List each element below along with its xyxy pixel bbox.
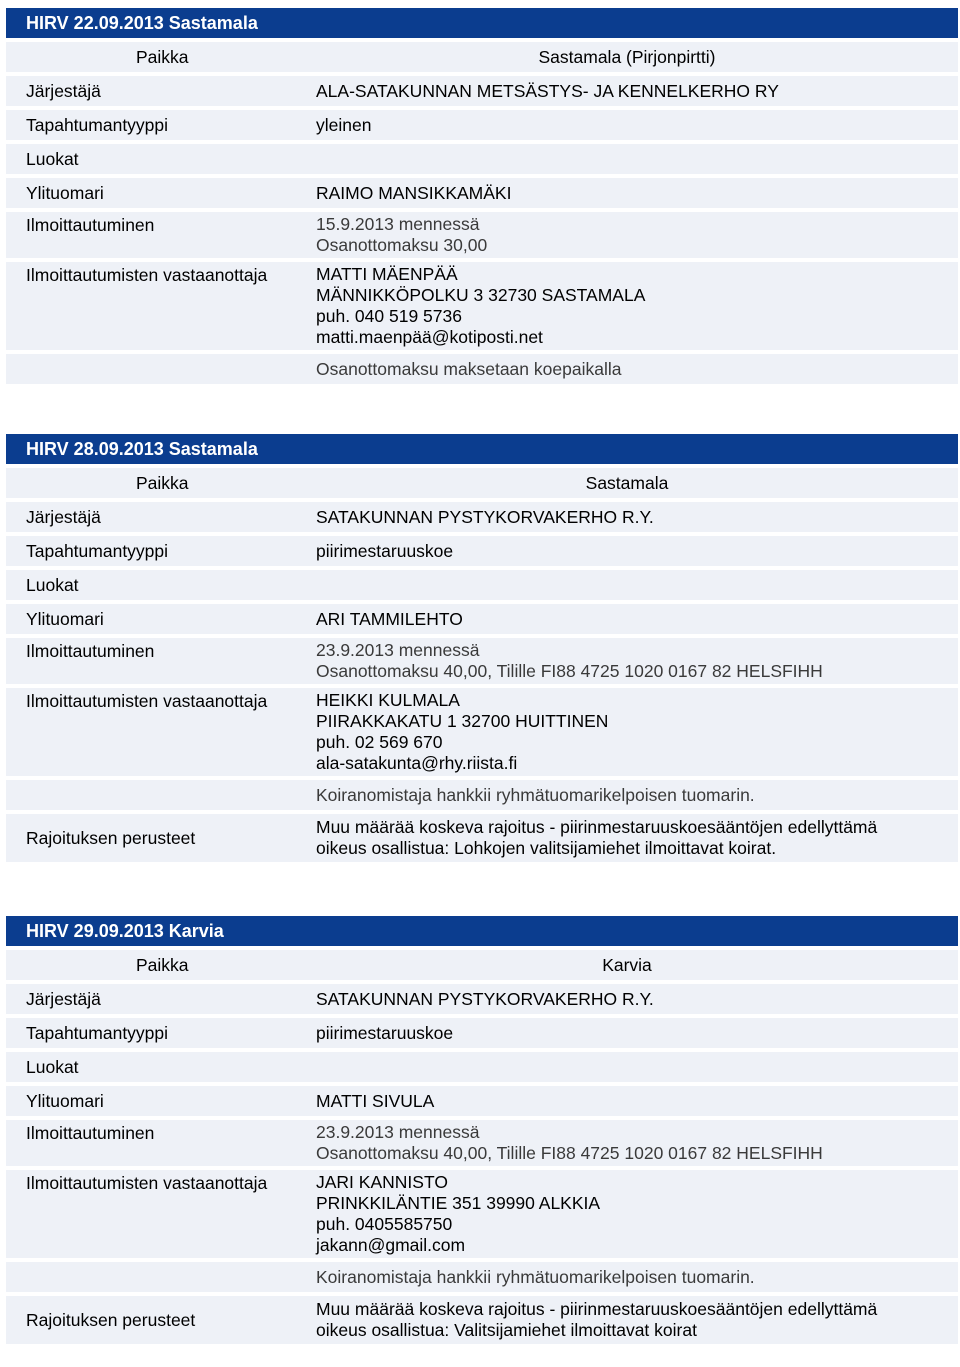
- value-note: Osanottomaksu maksetaan koepaikalla: [316, 358, 622, 379]
- value-luokat: [296, 570, 958, 600]
- contact-email[interactable]: matti.maenpää@kotiposti.net: [316, 327, 543, 347]
- contact-name: JARI KANNISTO: [316, 1172, 448, 1192]
- contact-phone: puh. 0405585750: [316, 1214, 453, 1234]
- value-paikka: Karvia: [602, 954, 652, 975]
- restriction-line-1: Muu määrää koskeva rajoitus - piirinmestaruuskoesääntöjen edellyttämä: [316, 1299, 878, 1319]
- fee: Osanottomaksu 40,00, Tilille FI88 4725 1020 0167 82 HELSFIHH: [316, 661, 823, 681]
- contact-address: PRINKKILÄNTIE 351 39990 ALKKIA: [316, 1193, 601, 1213]
- value-tyyppi: yleinen: [316, 114, 372, 135]
- label-luokat: Luokat: [26, 148, 79, 169]
- label-paikka: Paikka: [136, 954, 189, 975]
- value-ilmoittautuminen: [296, 1120, 958, 1166]
- value-note: Koiranomistaja hankkii ryhmätuomarikelpoisen tuomarin.: [316, 784, 755, 805]
- label-ylituomari: Ylituomari: [26, 182, 104, 203]
- contact-name: MATTI MÄENPÄÄ: [316, 264, 458, 284]
- label-jarjestaja: Järjestäjä: [26, 506, 101, 527]
- contact-address: MÄNNIKKÖPOLKU 3 32730 SASTAMALA: [316, 285, 646, 305]
- event-section-2: [6, 434, 958, 862]
- event-title: HIRV 22.09.2013 Sastamala: [6, 8, 958, 38]
- value-ylituomari: ARI TAMMILEHTO: [316, 608, 463, 629]
- value-ilmoittautuminen: [296, 638, 958, 684]
- fee: Osanottomaksu 40,00, Tilille FI88 4725 1020 0167 82 HELSFIHH: [316, 1143, 823, 1163]
- label-empty: [6, 1262, 296, 1292]
- value-vastaanottaja: [296, 1170, 958, 1258]
- label-paikka: Paikka: [136, 46, 189, 67]
- label-ilmoittautuminen: Ilmoittautuminen: [26, 1123, 155, 1143]
- value-note: Koiranomistaja hankkii ryhmätuomarikelpoisen tuomarin.: [316, 1266, 755, 1287]
- value-paikka: Sastamala (Pirjonpirtti): [538, 46, 716, 67]
- label-vastaanottaja: Ilmoittautumisten vastaanottaja: [26, 265, 268, 285]
- value-jarjestaja: SATAKUNNAN PYSTYKORVAKERHO R.Y.: [316, 506, 654, 527]
- value-ylituomari: RAIMO MANSIKKAMÄKI: [316, 182, 512, 203]
- restriction-line-1: Muu määrää koskeva rajoitus - piirinmestaruuskoesääntöjen edellyttämä: [316, 817, 878, 837]
- restriction-line-2: oikeus osallistua: Valitsijamiehet ilmoittavat koirat: [316, 1320, 697, 1340]
- label-vastaanottaja: Ilmoittautumisten vastaanottaja: [26, 691, 268, 711]
- label-jarjestaja: Järjestäjä: [26, 80, 101, 101]
- value-tyyppi: piirimestaruuskoe: [316, 540, 454, 561]
- contact-email[interactable]: ala-satakunta@rhy.riista.fi: [316, 753, 518, 773]
- value-rajoitus: [296, 814, 958, 862]
- value-ylituomari: MATTI SIVULA: [316, 1090, 435, 1111]
- event-section-1: [6, 8, 958, 384]
- contact-phone: puh. 040 519 5736: [316, 306, 462, 326]
- label-rajoitus: Rajoituksen perusteet: [26, 1309, 196, 1330]
- value-jarjestaja: SATAKUNNAN PYSTYKORVAKERHO R.Y.: [316, 988, 654, 1009]
- value-luokat: [296, 1052, 958, 1082]
- label-rajoitus: Rajoituksen perusteet: [26, 827, 196, 848]
- label-tyyppi: Tapahtumantyyppi: [26, 540, 169, 561]
- label-ylituomari: Ylituomari: [26, 608, 104, 629]
- contact-name: HEIKKI KULMALA: [316, 690, 460, 710]
- contact-phone: puh. 02 569 670: [316, 732, 443, 752]
- value-jarjestaja: ALA-SATAKUNNAN METSÄSTYS- JA KENNELKERHO RY: [316, 80, 779, 101]
- value-luokat: [296, 144, 958, 174]
- value-vastaanottaja: [296, 688, 958, 776]
- label-paikka: Paikka: [136, 472, 189, 493]
- event-title: HIRV 28.09.2013 Sastamala: [6, 434, 958, 464]
- event-title: HIRV 29.09.2013 Karvia: [6, 916, 958, 946]
- value-tyyppi: piirimestaruuskoe: [316, 1022, 454, 1043]
- contact-address: PIIRAKKAKATU 1 32700 HUITTINEN: [316, 711, 609, 731]
- deadline: 23.9.2013 mennessä: [316, 640, 480, 660]
- label-ilmoittautuminen: Ilmoittautuminen: [26, 215, 155, 235]
- value-vastaanottaja: [296, 262, 958, 350]
- label-jarjestaja: Järjestäjä: [26, 988, 101, 1009]
- label-luokat: Luokat: [26, 574, 79, 595]
- restriction-line-2: oikeus osallistua: Lohkojen valitsijamiehet ilmoittavat koirat.: [316, 838, 777, 858]
- value-ilmoittautuminen: [296, 212, 958, 258]
- label-luokat: Luokat: [26, 1056, 79, 1077]
- deadline: 23.9.2013 mennessä: [316, 1122, 480, 1142]
- contact-email[interactable]: jakann@gmail.com: [316, 1235, 466, 1255]
- label-tyyppi: Tapahtumantyyppi: [26, 1022, 169, 1043]
- value-paikka: Sastamala: [585, 472, 669, 493]
- label-ilmoittautuminen: Ilmoittautuminen: [26, 641, 155, 661]
- label-ylituomari: Ylituomari: [26, 1090, 104, 1111]
- label-empty: [6, 354, 296, 384]
- deadline: 15.9.2013 mennessä: [316, 214, 480, 234]
- value-rajoitus: [296, 1296, 958, 1344]
- label-vastaanottaja: Ilmoittautumisten vastaanottaja: [26, 1173, 268, 1193]
- event-section-3: [6, 916, 958, 1344]
- fee: Osanottomaksu 30,00: [316, 235, 488, 255]
- label-empty: [6, 780, 296, 810]
- label-tyyppi: Tapahtumantyyppi: [26, 114, 169, 135]
